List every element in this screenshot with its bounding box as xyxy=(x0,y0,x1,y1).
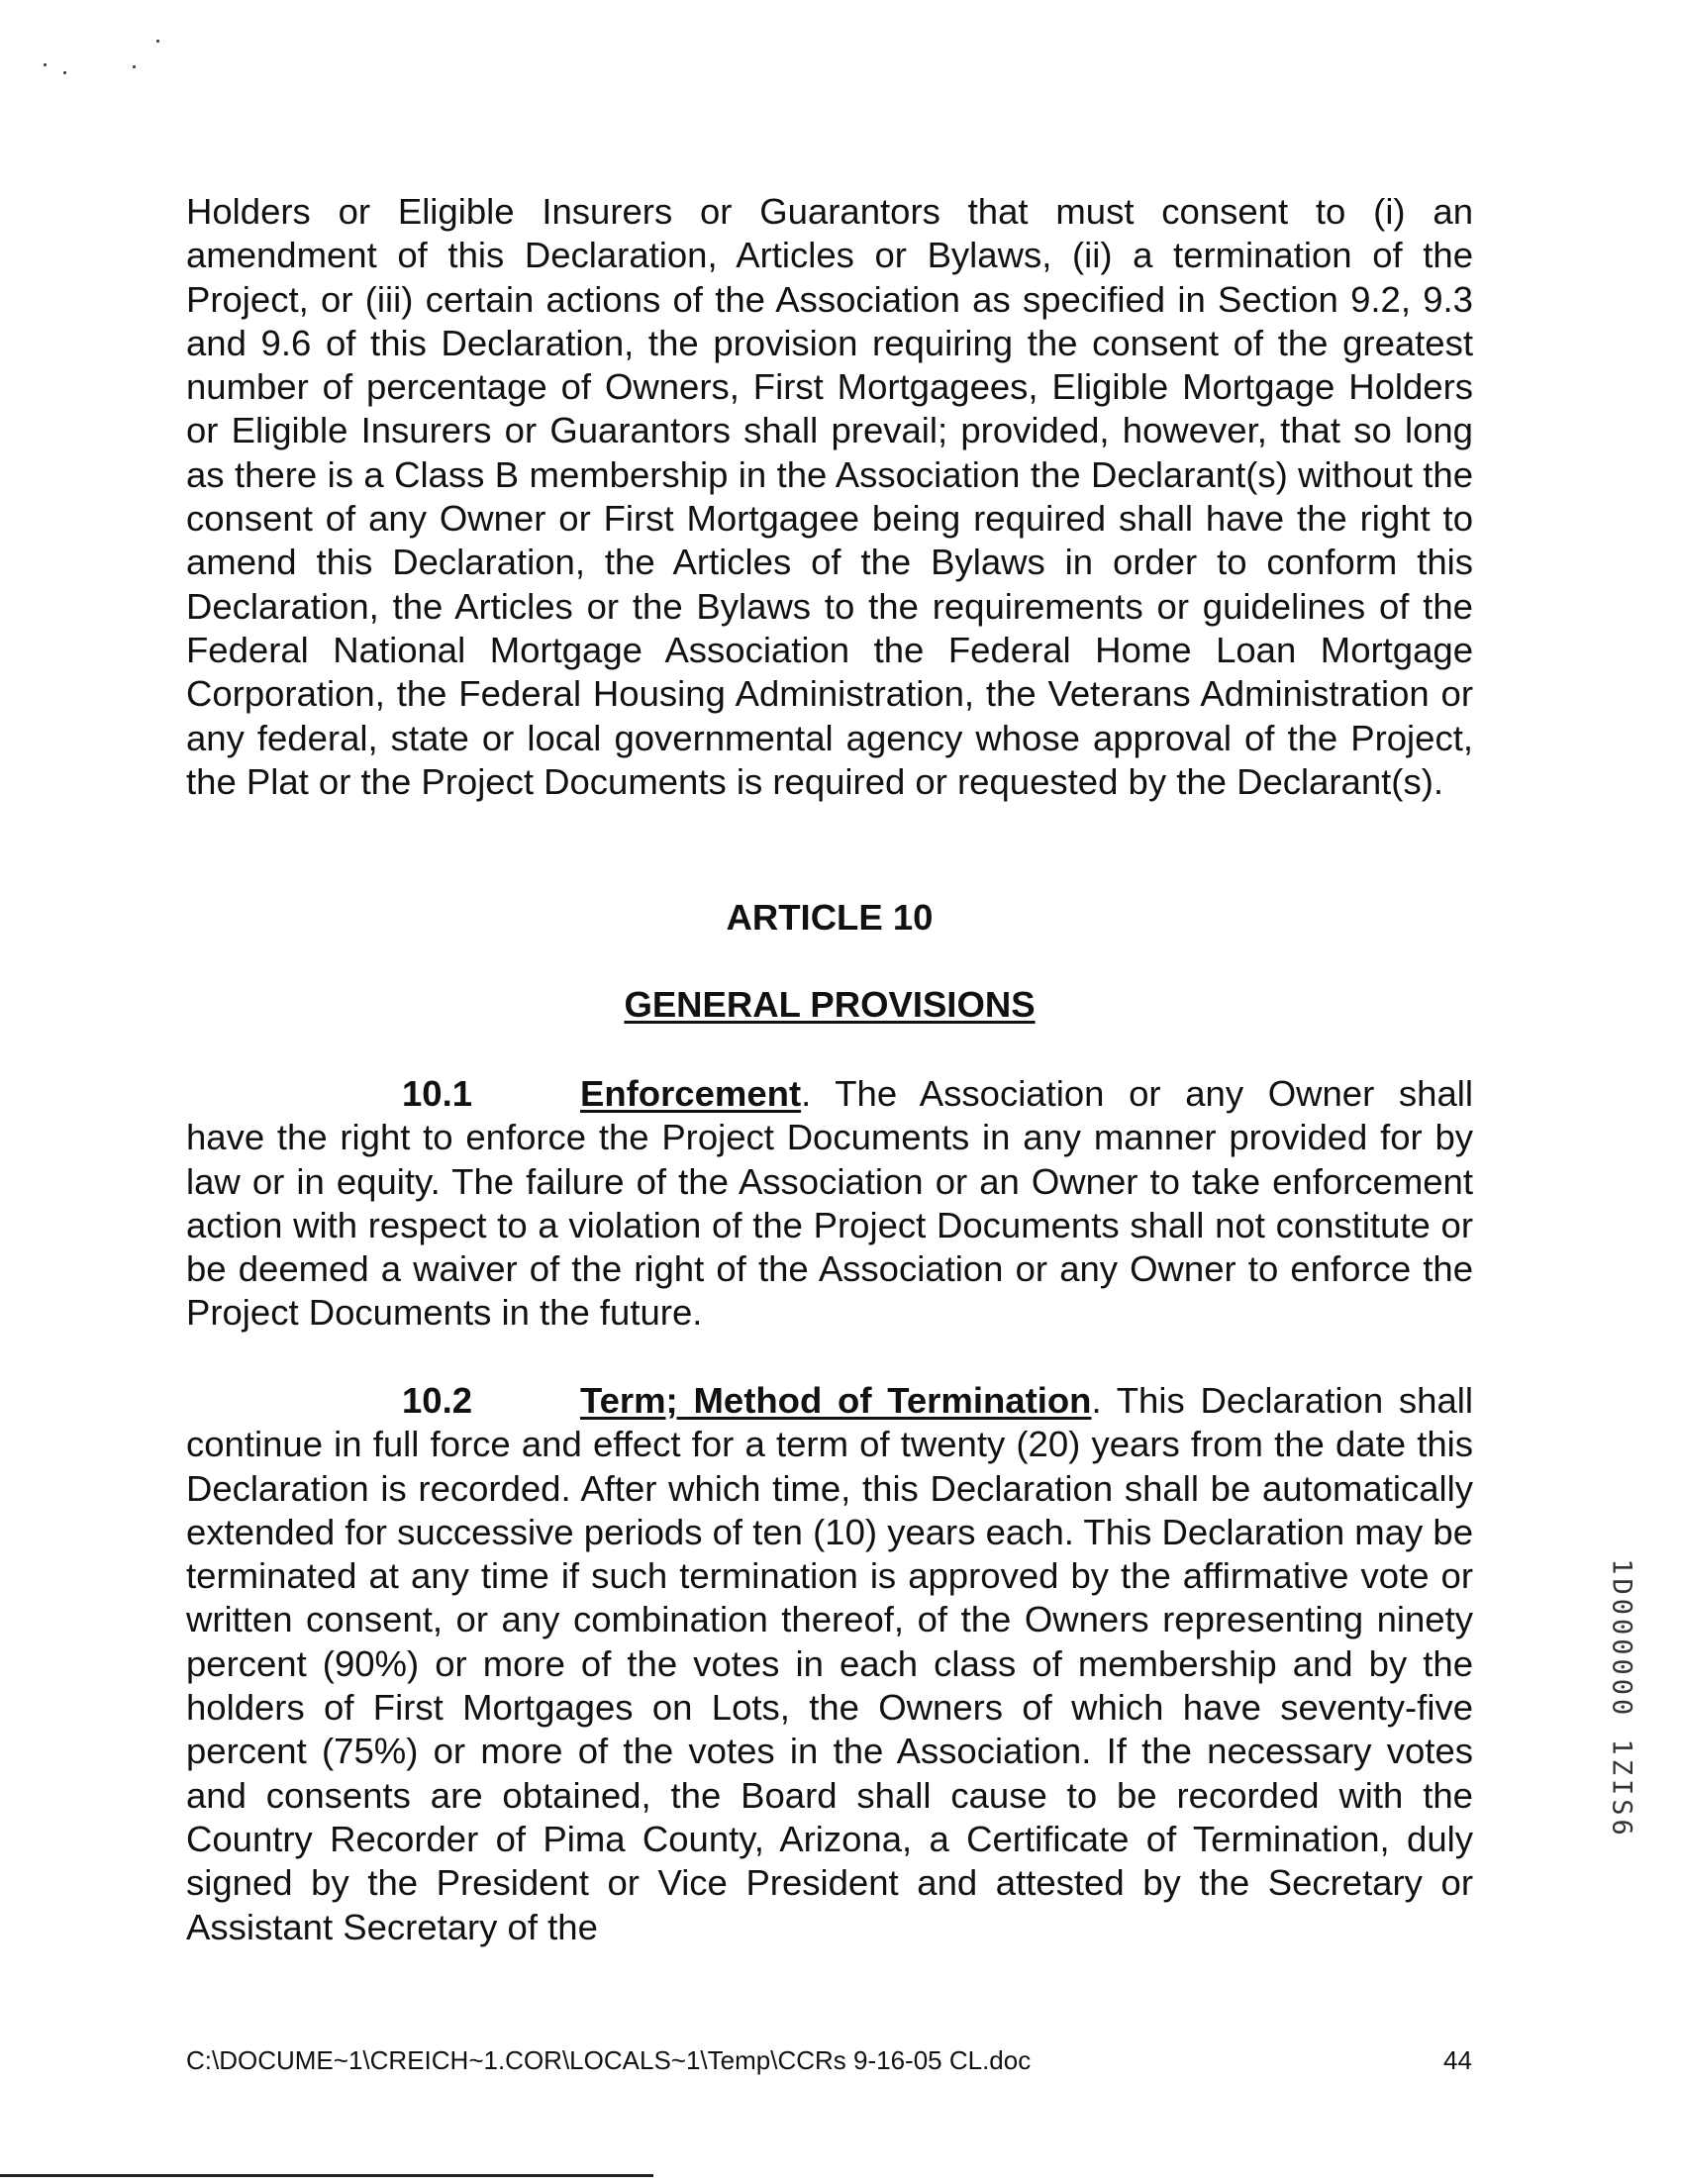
article-title-text: GENERAL PROVISIONS xyxy=(624,984,1036,1025)
section-10-2 xyxy=(186,1379,1473,1949)
section-title: Term; Method of Termination xyxy=(580,1380,1092,1421)
scan-speck xyxy=(44,63,47,66)
bottom-edge-rule xyxy=(0,2174,653,2177)
scan-speck xyxy=(63,71,66,74)
section-body: . This Declaration shall continue in full force and effect for a term of twenty (20) years from the date this Declaration is recorded. After which time, this Declaration shall be automatically extended for successive periods of ten (10) years each. This Declaration may be terminated at any time if such termination is approved by the affirmative vote or written consent, or any combination thereof, of the Owners representing ninety percent (90%) or more of the votes in each class of membership and by the holders of First Mortgages on Lots, the Owners of which have seventy-five percent (75%) or more of the votes in the Association. If the necessary votes and consents are obtained, the Board shall cause to be recorded with the Country Recorder of Pima County, Arizona, a Certificate of Termination, duly signed by the President or Vice President and attested by the Secretary or Assistant Secretary of the xyxy=(186,1380,1473,1947)
section-number: 10.1 xyxy=(402,1073,473,1114)
section-body: . The Association or any Owner shall have the right to enforce the Project Documents in any manner provided for by law or in equity. The failure of the Association or an Owner to take enforcement action with respect to a violation of the Project Documents shall not constitute or be deemed a waiver of the right of the Association or any Owner to enforce the Project Documents in the future. xyxy=(186,1073,1473,1334)
article-title xyxy=(186,983,1473,1027)
section-10-1 xyxy=(186,1072,1473,1336)
scan-speck xyxy=(156,40,159,43)
section-title: Enforcement xyxy=(580,1073,802,1114)
recording-stamp-text: 1D000000 1ZIS6 xyxy=(1606,1558,1637,1839)
footer-page-number: 44 xyxy=(1443,2045,1472,2075)
intro-paragraph: Holders or Eligible Insurers or Guarantors that must consent to (i) an amendment of this Declaration, Articles or Bylaws, (ii) a termination of the Project, or (iii) certain actions of the Association as specified in Section 9.2, 9.3 and 9.6 of this Declaration, the provision requiring the consent of the greatest number of percentage of Owners, First Mortgagees, Eligible Mortgage Holders or Eligible Insurers or Guarantors shall prevail; provided, however, that so long as there is a Class B membership in the Association the Declarant(s) without the consent of any Owner or First Mortgagee being required shall have the right to amend this Declaration, the Articles of the Bylaws in order to conform this Declaration, the Articles or the Bylaws to the requirements or guidelines of the Federal National Mortgage Association the Federal Home Loan Mortgage Corporation, the Federal Housing Administration, the Veterans Administration or any federal, state or local governmental agency whose approval of the Project, the Plat or the Project Documents is required or requested by the Declarant(s). xyxy=(186,191,1473,802)
recording-stamp xyxy=(1602,1558,1641,1839)
scan-speck xyxy=(133,65,136,68)
article-heading: ARTICLE 10 xyxy=(726,897,934,938)
footer-file-path: C:\DOCUME~1\CREICH~1.COR\LOCALS~1\Temp\CCRs 9-16-05 CL.doc xyxy=(186,2045,1032,2075)
section-number: 10.2 xyxy=(402,1380,473,1421)
